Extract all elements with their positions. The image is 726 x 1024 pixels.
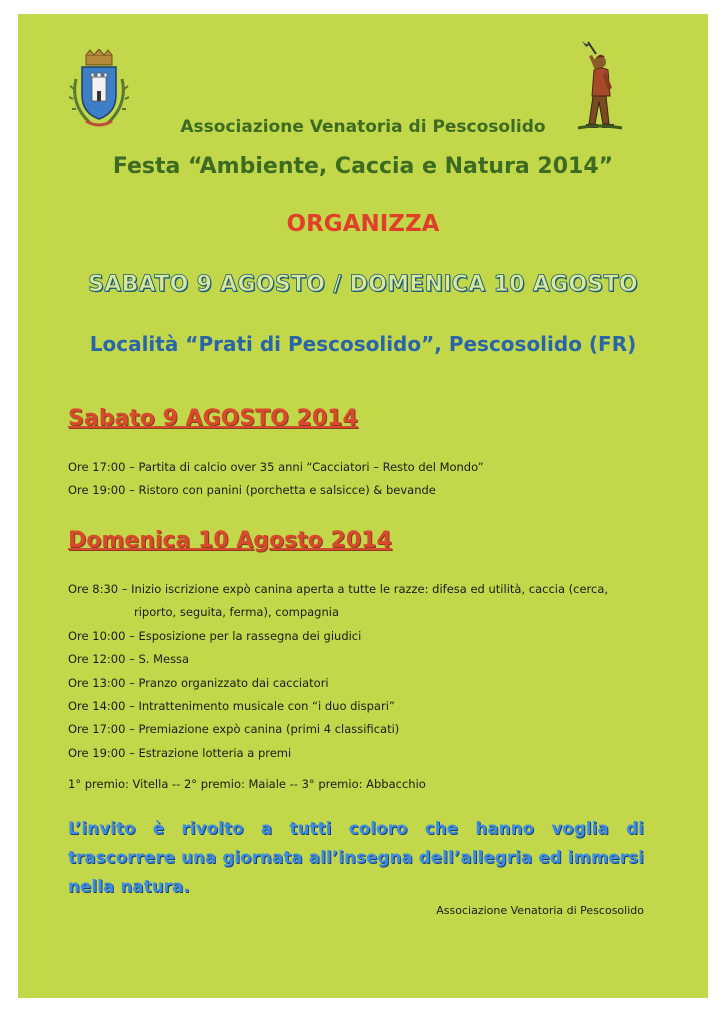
signature: Associazione Venatoria di Pescosolido (436, 904, 644, 917)
schedule-item: Ore 8:30 – Inizio iscrizione expò canina aperta a tutte le razze: difesa ed utilità, caccia (cerca, (68, 582, 609, 596)
schedule-item: Ore 12:00 – S. Messa (68, 652, 190, 667)
sunday-schedule (68, 578, 608, 765)
invitation-text: L’invito è rivolto a tutti coloro che hanno voglia di trascorrere una giornata all’insegna dell’allegria ed immersi nella natura. (68, 819, 644, 896)
sunday-heading: Domenica 10 Agosto 2014 (68, 528, 392, 553)
event-location: Località “Prati di Pescosolido”, Pescosolido (FR) (89, 332, 637, 356)
schedule-item: Ore 19:00 – Ristoro con panini (porchetta e salsicce) & bevande (68, 483, 436, 498)
saturday-heading: Sabato 9 AGOSTO 2014 (68, 406, 358, 431)
saturday-schedule (68, 456, 484, 503)
lottery-prizes: 1° premio: Vitella -- 2° premio: Maiale -- 3° premio: Abbacchio (68, 777, 426, 791)
schedule-item: Ore 19:00 – Estrazione lotteria a premi (68, 745, 292, 760)
event-dates: SABATO 9 AGOSTO / DOMENICA 10 AGOSTO (88, 272, 638, 297)
schedule-item: Ore 17:00 – Premiazione expò canina (primi 4 classificati) (68, 722, 400, 737)
schedule-item: Ore 13:00 – Pranzo organizzato dai cacciatori (68, 675, 329, 690)
schedule-item: Ore 14:00 – Intrattenimento musicale con “i duo dispari” (68, 698, 395, 713)
schedule-item-continuation: riporto, seguita, ferma), compagnia (134, 605, 339, 620)
association-name: Associazione Venatoria di Pescosolido (180, 117, 546, 137)
organizza-label: ORGANIZZA (286, 211, 440, 237)
festival-title: Festa “Ambiente, Caccia e Natura 2014” (112, 154, 614, 179)
schedule-item: Ore 10:00 – Esposizione per la rassegna dei giudici (68, 628, 362, 643)
poster (18, 14, 708, 998)
schedule-item: Ore 17:00 – Partita di calcio over 35 anni “Cacciatori – Resto del Mondo” (68, 460, 484, 474)
